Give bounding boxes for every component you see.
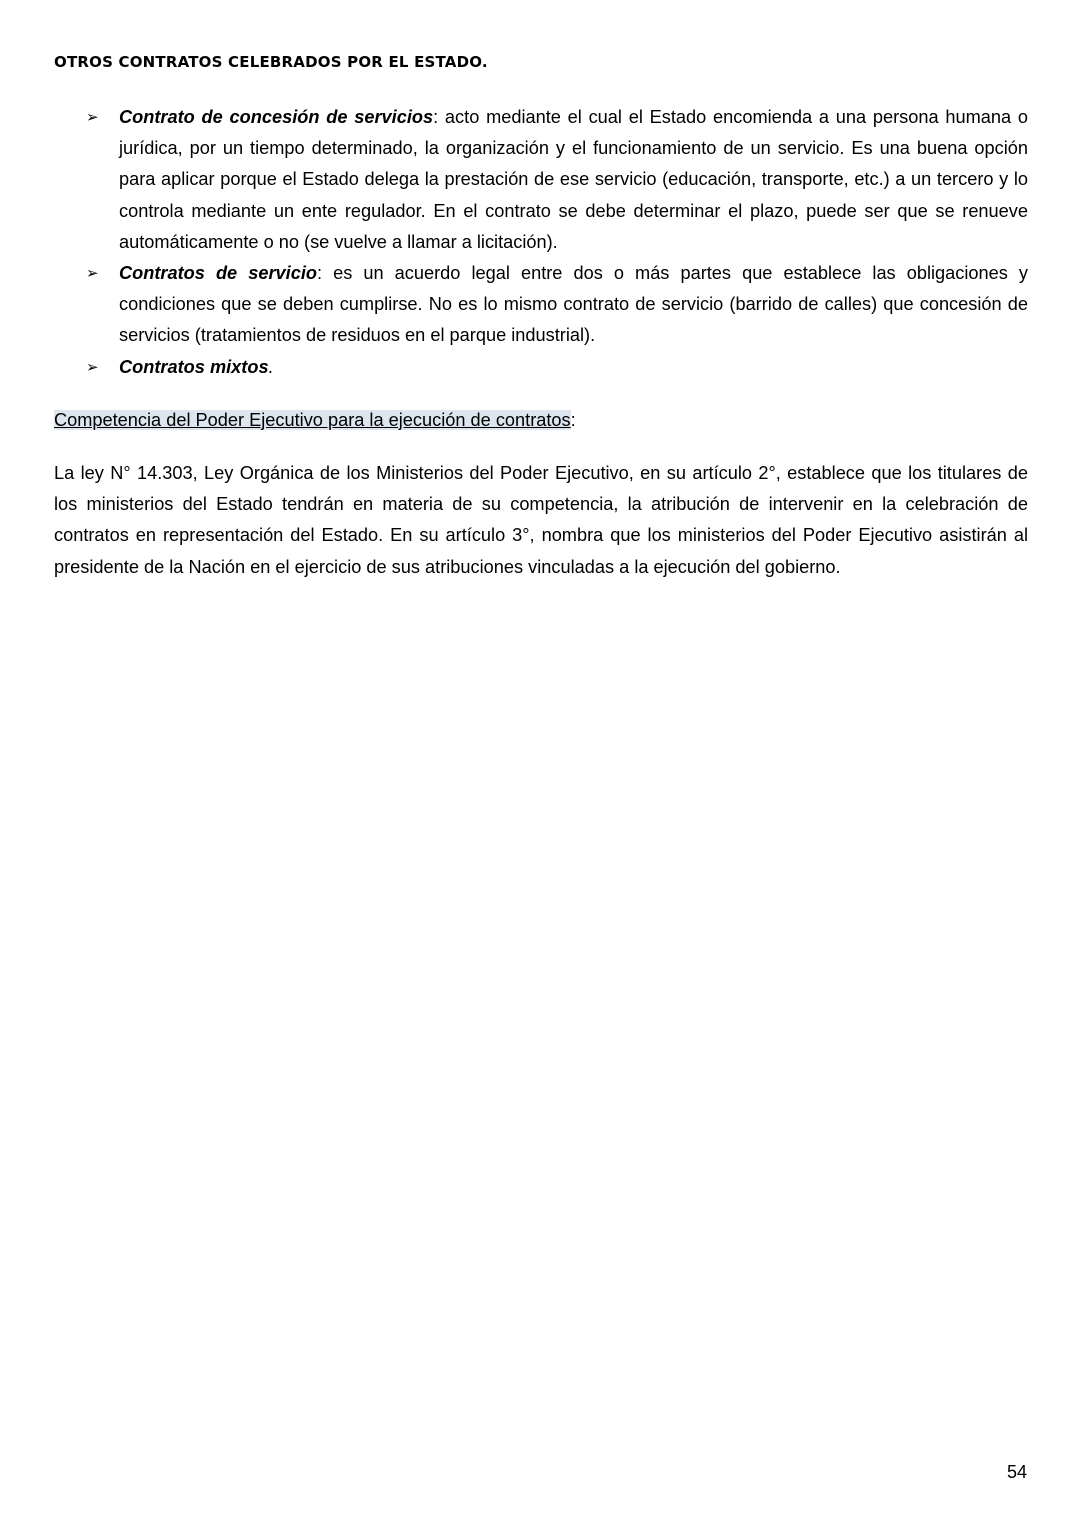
- list-item-concesion-servicios: [0, 102, 1080, 258]
- page-title: OTROS CONTRATOS CELEBRADOS POR EL ESTADO.: [54, 53, 488, 71]
- section-heading-suffix: :: [570, 410, 576, 430]
- section-heading-text: Competencia del Poder Ejecutivo para la ejecución de contratos: [54, 410, 571, 430]
- term-label: Contratos de servicio: [119, 263, 317, 284]
- body-paragraph: La ley N° 14.303, Ley Orgánica de los Ministerios del Poder Ejecutivo, en su artículo 2°, establece que los titulares de los ministerios del Estado tendrán en materia de su competencia, la atribución de intervenir en la celebración de contratos en representación del Estado. En su artículo 3°, nombra que los ministerios del Poder Ejecutivo asistirán al presidente de la Nación en el ejercicio de sus atribuciones vinculadas a la ejecución del gobierno.: [54, 463, 1028, 577]
- term-description: : es un acuerdo legal entre dos o más partes que establece las obligaciones y condiciones que se deben cumplirse. No es lo mismo contrato de servicio (barrido de calles) que concesión de servicios (tratamientos de residuos en el parque industrial).: [119, 263, 1028, 346]
- term-description: .: [268, 356, 274, 377]
- bullet-list: [0, 102, 1080, 383]
- section-heading: [54, 405, 576, 435]
- term-label: Contrato de concesión de servicios: [119, 107, 434, 127]
- arrowhead-bullet-icon: ➢: [86, 265, 99, 283]
- list-item-contratos-mixtos: [0, 352, 1080, 383]
- arrowhead-bullet-icon: ➢: [86, 358, 99, 376]
- arrowhead-bullet-icon: ➢: [86, 109, 99, 126]
- list-item-contratos-servicio: [0, 258, 1080, 352]
- term-description: : acto mediante el cual el Estado encomienda a una persona humana o jurídica, por un tiempo determinado, la organización y el funcionamiento de un servicio. Es una buena opción para aplicar porque el Estado delega la prestación de ese servicio (educación, transporte, etc.) a un tercero y lo controla mediante un ente regulador. En el contrato se debe determinar el plazo, puede ser que se renueve automáticamente o no (se vuelve a llamar a licitación).: [119, 107, 1028, 252]
- term-label: Contratos mixtos: [119, 356, 269, 377]
- page-number: 54: [1007, 1462, 1028, 1482]
